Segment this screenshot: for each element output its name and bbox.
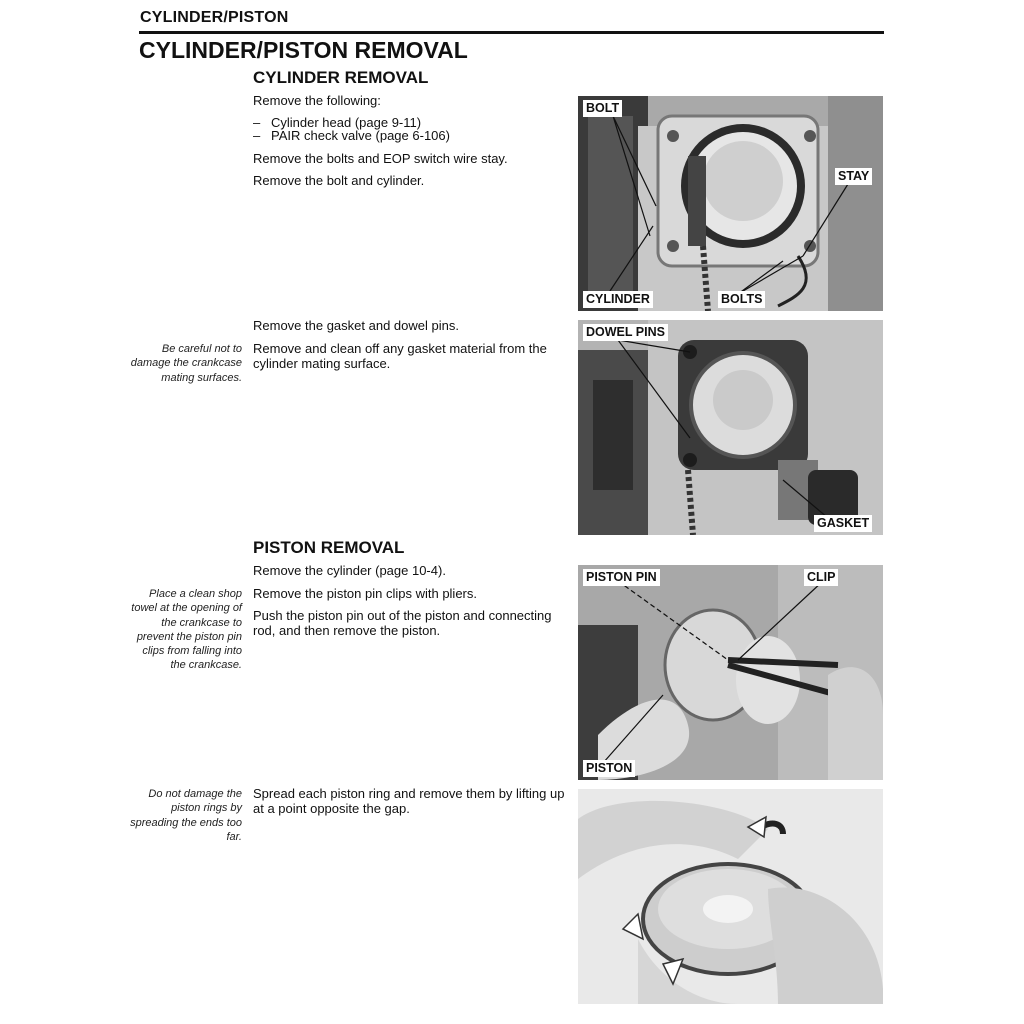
section-heading-cylinder-removal: CYLINDER REMOVAL [253, 68, 429, 87]
callout-stay: STAY [835, 168, 872, 185]
chapter-title: CYLINDER/PISTON [140, 9, 289, 26]
piston-pin-photo-illustration [578, 565, 883, 780]
page-title: CYLINDER/PISTON REMOVAL [139, 37, 468, 63]
figure-piston-ring-removal [578, 789, 883, 1004]
piston-step-text: Remove the cylinder (page 10-4). [253, 563, 446, 578]
cylinder-step-text: Remove the gasket and dowel pins. [253, 318, 459, 333]
list-item-text: Cylinder head (page 9-11) [271, 115, 422, 130]
piston-step-text: Remove the piston pin clips with pliers. [253, 586, 477, 601]
figure-piston-pin-removal [578, 565, 883, 780]
cylinder-intro-text: Remove the following: [253, 93, 381, 108]
callout-dowel-pins: DOWEL PINS [583, 324, 668, 341]
piston-step-text: Push the piston pin out of the piston and connecting rod, and then remove the piston. [253, 608, 552, 638]
callout-clip: CLIP [804, 569, 838, 586]
caution-note: Do not damage the piston rings by spreading the ends too far. [130, 788, 242, 843]
callout-bolts: BOLTS [718, 291, 765, 308]
caution-note: Be careful not to damage the crankcase mating surfaces. [130, 343, 242, 384]
list-bullet: – [253, 115, 261, 130]
section-heading-piston-removal: PISTON REMOVAL [253, 538, 405, 557]
list-bullet: – [253, 128, 261, 143]
header-rule [139, 31, 884, 34]
figure-cylinder-removal [578, 96, 883, 311]
piston-step-text: Spread each piston ring and remove them by lifting up at a point opposite the gap. [253, 786, 565, 816]
figure-gasket-dowel-pins [578, 320, 883, 535]
callout-piston-pin: PISTON PIN [583, 569, 660, 586]
cylinder-step-text: Remove and clean off any gasket material from the cylinder mating surface. [253, 341, 547, 371]
callout-piston: PISTON [583, 760, 635, 777]
caution-note: Place a clean shop towel at the opening of the crankcase to prevent the piston pin clips from falling into the crankcase. [131, 588, 242, 672]
cylinder-step-text: Remove the bolt and cylinder. [253, 173, 425, 188]
cylinder-photo-illustration [578, 96, 883, 311]
piston-ring-photo-illustration [578, 789, 883, 1004]
gasket-photo-illustration [578, 320, 883, 535]
list-item-text: PAIR check valve (page 6-106) [271, 128, 450, 143]
callout-cylinder: CYLINDER [583, 291, 653, 308]
cylinder-step-text: Remove the bolts and EOP switch wire stay. [253, 151, 508, 166]
removal-list-item [253, 128, 575, 143]
callout-bolt: BOLT [583, 100, 622, 117]
callout-gasket: GASKET [814, 515, 872, 532]
